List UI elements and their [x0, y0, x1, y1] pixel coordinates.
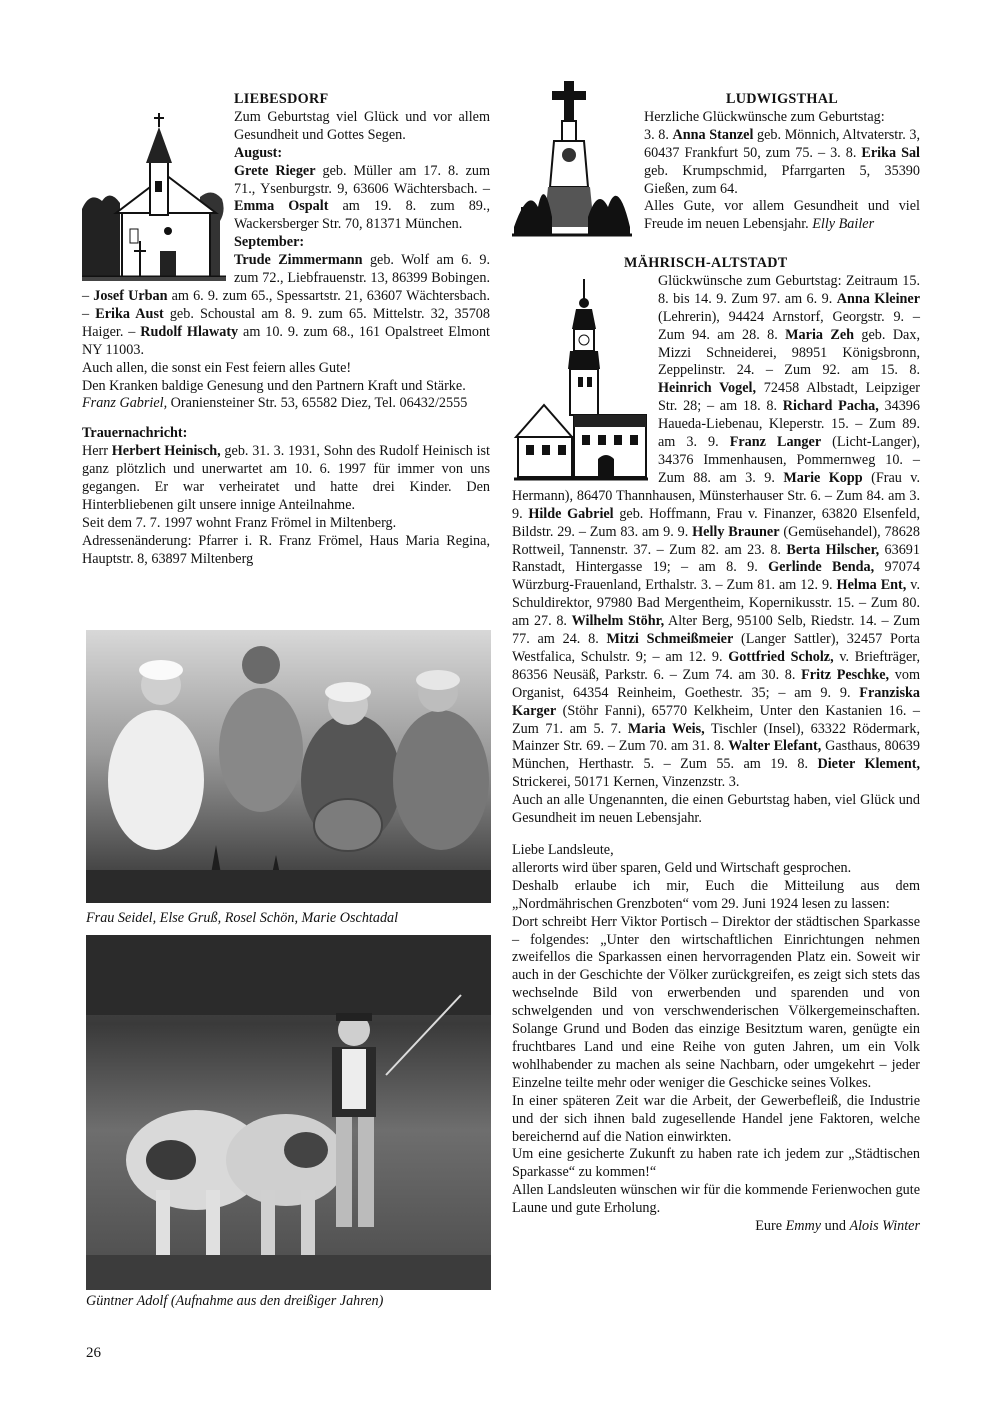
- person-name: Erika Aust: [95, 305, 164, 322]
- letter-p5: Um eine gesicherte Zukunft zu haben rate ich jedem zur „Städtischen Sparkasse“ zu kommen!“: [512, 1146, 920, 1181]
- altstadt-closing: Auch an alle Ungenannten, die einen Geburtstag haben, viel Glück und Gesundheit im neuen Lebensjahr.: [512, 792, 920, 827]
- person-name: Wilhelm Stöhr,: [571, 613, 665, 630]
- person-name: Anna Stanzel: [672, 126, 754, 143]
- person-name: Mitzi Schmeißmeier: [606, 631, 734, 648]
- person-name: Berta Hilscher,: [786, 541, 880, 558]
- ludwigsthal-closing: Alles Gute, vor allem Gesundheit und viel Freude im neuen Lebensjahr. Elly Bailer: [644, 198, 920, 233]
- trauer-address-change: Adressenänderung: Pfarrer i. R. Franz Frömel, Haus Maria Regina, Hauptstr. 8, 63897 Miltenberg: [82, 532, 490, 567]
- september-label: September:: [234, 234, 305, 251]
- photo-four-women: [86, 630, 491, 903]
- liebesdorf-author: Franz Gabriel, Oraniensteiner Str. 53, 65582 Diez, Tel. 06432/2555: [82, 395, 468, 412]
- trauer-line-miltenberg: Seit dem 7. 7. 1997 wohnt Franz Frömel in Miltenberg.: [82, 514, 397, 531]
- person-name: Helly Brauner: [692, 523, 780, 540]
- altstadt-heading: MÄHRISCH-ALTSTADT: [624, 255, 788, 271]
- author-name: Franz Gabriel,: [82, 395, 168, 412]
- person-name: Gerlinde Benda,: [768, 559, 875, 576]
- trauer-heading: Trauernachricht:: [82, 425, 188, 442]
- person-name: Trude Zimmermann: [234, 252, 363, 269]
- person-name: Maria Weis,: [627, 720, 705, 737]
- letter-p4: In einer späteren Zeit war die Arbeit, der Gewerbefleiß, die Industrie und der sich ihnen bald zugesellende Handel jene Faktoren, welche bereichernd auf die Nation einwirkten.: [512, 1092, 920, 1145]
- photo-four-women-caption: Frau Seidel, Else Gruß, Rosel Schön, Marie Oschtadal: [86, 910, 399, 926]
- person-name: Franz Langer: [729, 434, 822, 451]
- august-label: August:: [234, 144, 283, 161]
- wayside-cross-illustration: [508, 77, 636, 241]
- person-name: Maria Zeh: [785, 326, 855, 343]
- person-name: Erika Sal: [861, 144, 920, 161]
- letter-p3: Dort schreibt Herr Viktor Portisch – Direktor der städtischen Sparkasse – folgendes: „Unter den wirtschaftlichen Einrichtungen nehmen zweifellos die Sparkassen einen hervorragenden Platz ein. Soweit wir auch in der Geschichte der Völker zurückgreifen, es zeigt sich stets das wechselnde Bild von erwerbenden und sparenden und von schwelgenden und von verschwenderischen Völkergemeinschaften. Solange Grund und Boden das einzige Besitztum waren, genügte ein fruchtbares Land und eine Reihe von guten Jahren, um ein Volk wohlhabender zu machen als seine Nachbarn, oder umgekehrt – jeder Einzelne teilte mehr oder weniger die Geschicke seines Volkes.: [512, 913, 920, 1091]
- left-column: [82, 91, 490, 569]
- ludwigsthal-intro: Herzliche Glückwünsche zum Geburtstag:: [644, 108, 885, 125]
- page-number: 26: [86, 1345, 101, 1361]
- person-name: Hilde Gabriel: [528, 505, 614, 522]
- liebesdorf-intro: Zum Geburtstag viel Glück und vor allem Gesundheit und Gottes Segen.: [234, 108, 490, 143]
- author-name: Elly Bailer: [812, 216, 875, 233]
- person-name: Helma Ent,: [836, 577, 907, 594]
- person-name: Emma Ospalt: [234, 198, 329, 215]
- right-column: [512, 91, 920, 1236]
- church-illustration: [80, 91, 228, 283]
- person-name: Heinrich Vogel,: [658, 380, 757, 397]
- letter-p1: allerorts wird über sparen, Geld und Wirtschaft gesprochen.: [512, 859, 852, 876]
- person-name: Walter Elefant,: [728, 738, 822, 755]
- person-name: Richard Pacha,: [782, 398, 879, 415]
- photo-farmer-oxen-caption: Güntner Adolf (Aufnahme aus den dreißiger Jahren): [86, 1293, 384, 1309]
- letter-greeting: Liebe Landsleute,: [512, 842, 614, 858]
- person-name: Fritz Peschke,: [801, 666, 890, 683]
- letter-p2: Deshalb erlaube ich mir, Euch die Mitteilung aus dem „Nordmährischen Grenzboten“ vom 29. Juni 1924 lesen zu lassen:: [512, 877, 920, 912]
- person-name: Josef Urban: [93, 287, 168, 304]
- liebesdorf-heading: LIEBESDORF: [234, 91, 329, 107]
- ludwigsthal-entries: 3. 8. Anna Stanzel geb. Mönnich, Altvaterstr. 3, 60437 Frankfurt 50, zum 75. – 3. 8. Erika Sal geb. Krumpschmid, Pfarrgarten 5, 35390 Gießen, zum 64.: [644, 126, 921, 197]
- person-name: Gottfried Scholz,: [728, 648, 834, 665]
- person-name: Anna Kleiner: [836, 290, 921, 307]
- wish-sick: Den Kranken baldige Genesung und den Partnern Kraft und Stärke.: [82, 377, 466, 394]
- person-name: Herbert Heinisch,: [111, 443, 221, 460]
- person-name: Dieter Klement,: [817, 756, 920, 773]
- liebesdorf-august-entries: Grete Rieger geb. Müller am 17. 8. zum 71., Ysenburgstr. 9, 63606 Wächtersbach. – Emma Ospalt am 19. 8. zum 89., Wackersberger Str. 70, 81371 München.: [234, 162, 491, 233]
- person-name: Rudolf Hlawaty: [140, 323, 239, 340]
- town-hall-illustration: [512, 277, 650, 483]
- liebesdorf-september-entries: Trude Zimmermann geb. Wolf am 6. 9. zum 72., Liebfrauenstr. 13, 86399 Bobingen. – Josef Urban am 6. 9. zum 65., Spessartstr. 21, 63607 Wächtersbach. – Erika Aust geb. Schoustal am 8. 9. zum 65. Mittelstr. 32, 35708 Haiger. – Rudolf Hlawaty am 10. 9. zum 68., 161 Opalstreet Elmont NY 11003.: [82, 252, 490, 358]
- ludwigsthal-heading: LUDWIGSTHAL: [725, 91, 839, 107]
- person-name: Marie Kopp: [783, 469, 863, 486]
- photo-farmer-oxen: [86, 935, 491, 1290]
- letter-signature: Eure Emmy und Alois Winter: [755, 1218, 920, 1235]
- letter-p6: Allen Landsleuten wünschen wir für die kommende Ferienwochen gute Laune und gute Erholung.: [512, 1182, 920, 1217]
- wish-all: Auch allen, die sonst ein Fest feiern alles Gute!: [82, 359, 352, 376]
- trauer-text: Herr Herbert Heinisch, geb. 31. 3. 1931, Sohn des Rudolf Heinisch ist ganz plötzlich und unerwartet am 10. 6. 1997 für immer von uns gegangen. Er war verheiratet und hatte drei Kinder. Den Hinterbliebenen gilt unsere innige Anteilnahme.: [82, 443, 490, 513]
- person-name: Franziska Karger: [512, 684, 920, 719]
- person-name: Grete Rieger: [234, 162, 316, 179]
- altstadt-entries: Glückwünsche zum Geburtstag: Zeitraum 15. 8. bis 14. 9. Zum 97. am 6. 9. Anna Kleiner (Lehrerin), 94424 Arnstorf, Georgstr. 9. – Zum 94. am 28. 8. Maria Zeh geb. Dax, Mizzi Schneiderei, 98951 Königsbronn, Zeppelinstr. 24. – Zum 92. am 15. 8. Heinrich Vogel, 72458 Albstadt, Leipziger Str. 28; – am 18. 8. Richard Pacha, 34396 Haueda-Liebenau, Kleperstr. 15. – Zum 89. am 3. 9. Franz Langer (Licht-Langer), 34376 Immenhausen, Pommernweg 10. – Zum 88. am 3. 9. Marie Kopp (Frau v. Hermann), 86470 Thannhausen, Münsterhauser Str. 6. – Zum 84. am 3. 9. Hilde Gabriel geb. Hoffmann, Frau v. Finanzer, 63820 Elsenfeld, Bildstr. 29. – Zum 83. am 9. 9. Helly Brauner (Gemüsehandel), 78628 Rottweil, Tannenstr. 37. – Zum 82. am 23. 8. Berta Hilscher, 63691 Ranstadt, Hintergasse 19; – am 8. 9. Gerlinde Benda, 97074 Würzburg-Frauenland, Erthalstr. 3. – Zum 81. am 12. 9. Helma Ent, v. Schuldirektor, 97980 Bad Mergentheim, Kopernikusstr. 15. – Zum 80. am 27. 8. Wilhelm Stöhr, Alter Berg, 95100 Selb, Riedstr. 14. – Zum 77. am 24. 8. Mitzi Schmeißmeier (Langer Sattler), 32457 Porta Westfalica, Schulstr. 9; – am 12. 9. Gottfried Scholz, v. Briefträger, 86356 Neusäß, Parkstr. 6. – Zum 74. am 30. 8. Fritz Peschke, vom Organist, 64354 Reinheim, Goethestr. 35; – am 9. 9. Franziska Karger (Stöhr Fanni), 65770 Kelkheim, Unter den Kastanien 16. – Zum 71. am 5. 7. Maria Weis, Tischler (Insel), 63322 Rödermark, Mainzer Str. 69. – Zum 70. am 31. 8. Walter Elefant, Gasthaus, 80639 München, Herthastr. 5. – Zum 55. am 19. 8. Dieter Klement, Strickerei, 50171 Kernen, Vinzenzstr. 3.: [512, 272, 921, 791]
